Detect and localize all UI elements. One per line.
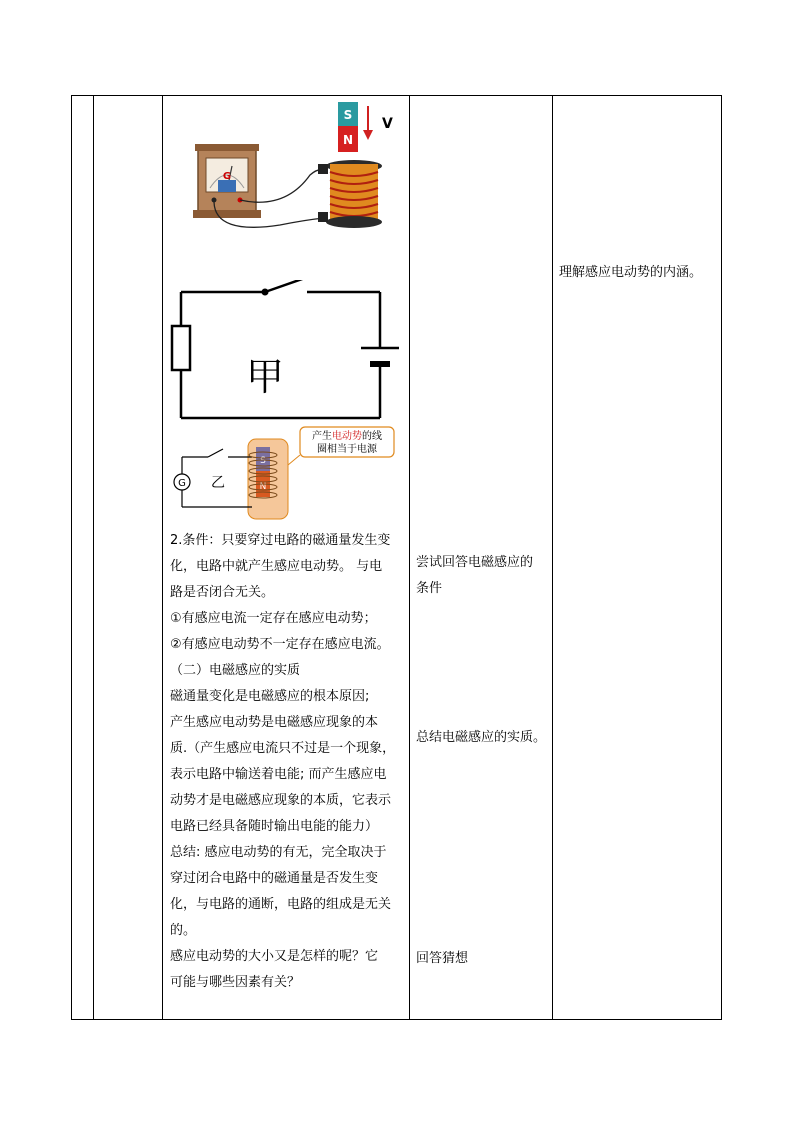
content-line: 2.条件：只要穿过电路的磁通量发生变: [170, 533, 391, 548]
label-yi: 乙: [211, 475, 225, 491]
galvanometer-label: G: [178, 478, 186, 489]
content-line: 化，电路中就产生感应电动势。 与电: [170, 559, 383, 574]
table-bottom-border: [71, 1019, 722, 1020]
content-line: 化，与电路的通断，电路的组成是无关: [170, 897, 392, 912]
content-line: 动势才是电磁感应现象的本质，它表示: [170, 793, 392, 808]
content-line: 电路已经具备随时输出电能的能力）: [170, 819, 379, 834]
callout-line1: [312, 429, 382, 442]
callout-post: 的线: [362, 431, 382, 442]
content-line: 磁通量变化是电磁感应的根本原因;: [170, 689, 370, 704]
content-line: 路是否闭合无关。: [170, 585, 275, 600]
magnet-south-label: S: [260, 456, 266, 466]
callout-pre: 产生: [312, 431, 332, 442]
content-line: 质.（产生感应电流只不过是一个现象，: [170, 741, 396, 756]
galvanometer-label: G: [222, 171, 232, 182]
table-top-border: [71, 95, 722, 96]
content-line: ①有感应电流一定存在感应电动势；: [170, 611, 377, 626]
magnet-south-label: S: [343, 108, 353, 122]
velocity-label: V: [382, 116, 393, 132]
content-line: ②有感应电动势不一定存在感应电流。: [170, 637, 390, 652]
label-jia: 甲: [245, 355, 285, 399]
content-line: 总结: 感应电动势的有无，完全取决于: [170, 845, 387, 860]
content-line: 表示电路中输送着电能; 而产生感应电: [170, 767, 387, 782]
student-summarize: 总结电磁感应的实质。: [416, 730, 547, 745]
callout-highlight: 电动势: [332, 431, 362, 442]
student-answer-guess: 回答猜想: [416, 951, 469, 966]
magnet-north-label: N: [342, 133, 354, 147]
table-col-border: [93, 95, 94, 1020]
content-line: 产生感应电动势是电磁感应现象的本: [170, 715, 379, 730]
intent-understand: 理解感应电动势的内涵。: [559, 265, 703, 280]
student-answer-conditions: 尝试回答电磁感应的: [416, 555, 534, 570]
student-answer-conditions: 条件: [416, 581, 443, 596]
table-col-border: [409, 95, 410, 1020]
callout-line2: 圈相当于电源: [317, 444, 377, 455]
section-heading: （二）电磁感应的实质: [170, 663, 301, 678]
table-col-border: [71, 95, 72, 1020]
content-line: 的。: [170, 923, 197, 938]
induction-apparatus-figure: [190, 100, 400, 235]
content-line: 穿过闭合电路中的磁通量是否发生变: [170, 871, 379, 886]
magnet-north-label: N: [259, 482, 267, 492]
content-line: 可能与哪些因素有关？: [170, 975, 301, 990]
table-col-border: [552, 95, 553, 1020]
table-col-border: [721, 95, 722, 1020]
table-col-border: [162, 95, 163, 1020]
circuit-jia-figure: [165, 280, 410, 425]
content-line: 感应电动势的大小又是怎样的呢？它: [170, 949, 379, 964]
circuit-yi-figure: [168, 425, 400, 525]
